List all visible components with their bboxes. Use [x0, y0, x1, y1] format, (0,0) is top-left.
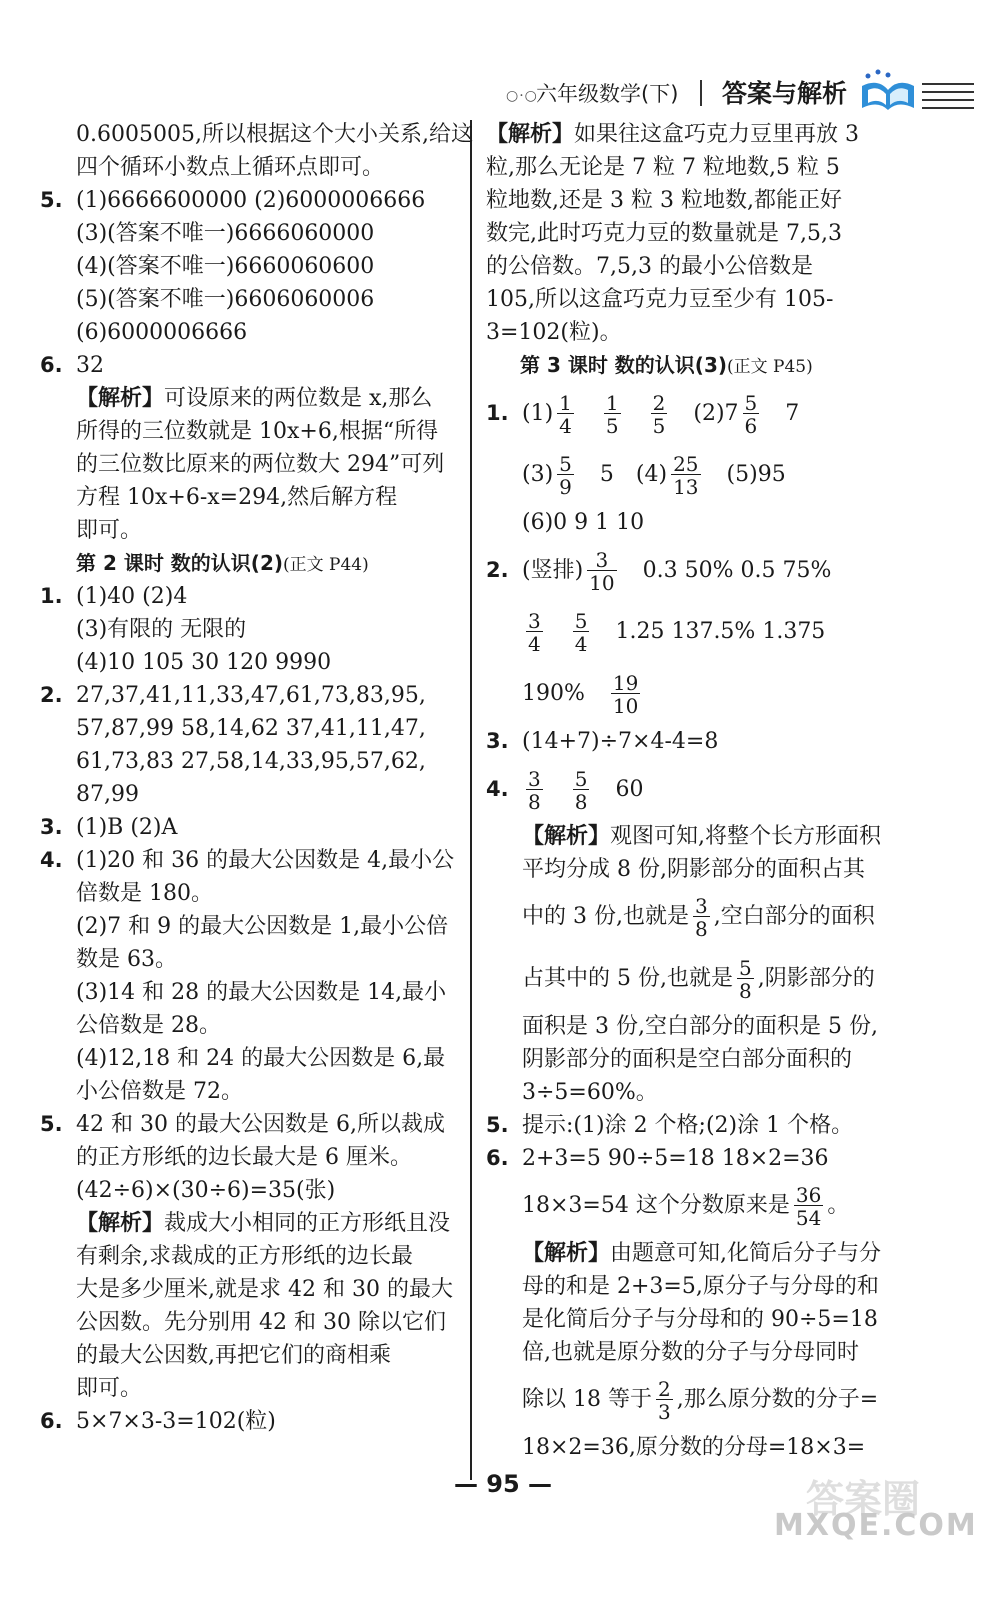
analysis-line: 【解析】观图可知,将整个长方形面积 — [522, 824, 882, 849]
page-header — [0, 0, 1006, 120]
header-grade: 六年级数学(下) — [536, 82, 679, 106]
answer-item: 6. 32 — [40, 353, 104, 378]
analysis-line: 倍,也就是原分数的分子与分母同时 — [522, 1340, 859, 1365]
answer-item: 5. (1)6666600000 (2)6000006666 — [40, 188, 426, 213]
analysis-line: 【解析】可设原来的两位数是 x,那么 — [76, 386, 433, 411]
answer-3: 3. (14+7)÷7×4-4=8 — [486, 729, 719, 754]
text-line: 的三位数比原来的两位数大 294”可列 — [76, 452, 445, 477]
page-number: — 95 — — [453, 1470, 553, 1498]
analysis-line: 105,所以这盒巧克力豆至少有 105- — [486, 287, 834, 312]
text-line: (2)7 和 9 的最大公因数是 1,最小公倍 — [76, 914, 449, 939]
text-line: 大是多少厘米,就是求 42 和 30 的最大 — [76, 1277, 453, 1302]
text-line: 公倍数是 28。 — [76, 1013, 221, 1038]
text-line: (4)(答案不唯一)6660060600 — [76, 254, 375, 279]
analysis-line: 的公倍数。7,5,3 的最小公倍数是 — [486, 254, 813, 279]
text-line: (3)14 和 28 的最大公因数是 14,最小 — [76, 980, 447, 1005]
answer-5: 5. 提示:(1)涂 2 个格;(2)涂 1 个格。 — [486, 1113, 854, 1138]
answer-1: 1. (1) $\frac{1}{4}$ $\frac{1}{5}$ $\frac{2}{5}$ (2)7 $\frac{5}{6}$ 7 — [486, 390, 800, 438]
watermark-url: MXQE.COM — [774, 1508, 978, 1543]
answer-item: 5. 42 和 30 的最大公因数是 6,所以裁成 — [40, 1112, 445, 1137]
right-column — [486, 118, 886, 1464]
text-line: (42÷6)×(30÷6)=35(张) — [76, 1178, 336, 1203]
text-line: (6)6000006666 — [76, 320, 248, 345]
text-line: 倍数是 180。 — [76, 881, 213, 906]
watermark-logo: 答案圈 — [806, 1477, 921, 1521]
text-line: (4)12,18 和 24 的最大公因数是 6,最 — [76, 1046, 446, 1071]
analysis-line: 18×2=36,原分数的分母=18×3= — [522, 1435, 866, 1460]
column-divider — [470, 120, 472, 1480]
fraction: $\frac{3}{8}$ — [528, 766, 541, 814]
answer-1-line: (3) $\frac{5}{9}$ 5 (4) $\frac{25}{13}$ (5)95 — [522, 451, 786, 499]
answer-1-line: (6)0 9 1 10 — [522, 510, 645, 535]
text-line: 小公倍数是 72。 — [76, 1079, 243, 1104]
fraction: $\frac{5}{6}$ — [744, 390, 758, 438]
analysis-line: 【解析】由题意可知,化简后分子与分 — [522, 1241, 882, 1266]
text-line: 即可。 — [76, 518, 143, 543]
text-line: 四个循环小数点上循环点即可。 — [76, 155, 385, 180]
fraction: $\frac{2}{5}$ — [652, 390, 666, 438]
analysis-line: 数完,此时巧克力豆的数量就是 7,5,3 — [486, 221, 842, 246]
text-line: 有剩余,求裁成的正方形纸的边长最 — [76, 1244, 413, 1269]
left-column — [40, 118, 473, 1438]
analysis-line: 除以 18 等于 $\frac{2}{3}$ ,那么原分数的分子= — [522, 1376, 879, 1424]
text-line: 57,87,99 58,14,62 37,41,11,47, — [76, 716, 426, 741]
analysis-line: 3÷5=60%。 — [522, 1080, 658, 1105]
fraction: $\frac{3}{4}$ — [528, 608, 541, 656]
answer-item: 4. (1)20 和 36 的最大公因数是 4,最小公 — [40, 848, 455, 873]
book-logo-icon — [858, 68, 976, 112]
analysis-line: 粒,那么无论是 7 粒 7 粒地数,5 粒 5 — [486, 155, 840, 180]
analysis-line: 【解析】裁成大小相同的正方形纸且没 — [76, 1211, 451, 1236]
analysis-line: 3=102(粒)。 — [486, 320, 622, 345]
answer-item: 3. (1)B (2)A — [40, 815, 178, 840]
answer-item: 2. 27,37,41,11,33,47,61,73,83,95, — [40, 683, 426, 708]
text-line: 公因数。先分别用 42 和 30 除以它们 — [76, 1310, 446, 1335]
analysis-line: 平均分成 8 份,阴影部分的面积占其 — [522, 857, 865, 882]
section-heading: 第 3 课时 数的认识(3)(正文 P45) — [520, 353, 813, 377]
fraction: $\frac{5}{4}$ — [574, 608, 588, 656]
analysis-line: 母的和是 2+3=5,原分子与分母的和 — [522, 1274, 879, 1299]
header-title: 答案与解析 — [722, 79, 848, 108]
answer-2: 2. (竖排) $\frac{3}{10}$ 0.3 50% 0.5 75% — [486, 547, 832, 595]
text-line: 即可。 — [76, 1376, 143, 1401]
fraction: $\frac{1}{4}$ — [559, 390, 572, 438]
section-heading: 第 2 课时 数的认识(2)(正文 P44) — [76, 551, 369, 575]
fraction: $\frac{25}{13}$ — [673, 451, 699, 499]
header-separator — [700, 80, 702, 106]
text-line: 的正方形纸的边长最大是 6 厘米。 — [76, 1145, 412, 1170]
text-line: 的最大公因数,再把它们的商相乘 — [76, 1343, 391, 1368]
text-line: 数是 63。 — [76, 947, 177, 972]
text-line: (3)有限的 无限的 — [76, 617, 247, 642]
analysis-line: 粒地数,还是 3 粒 3 粒地数,都能正好 — [486, 188, 842, 213]
text-line: 61,73,83 27,58,14,33,95,57,62, — [76, 749, 426, 774]
text-line: (5)(答案不唯一)6606060006 — [76, 287, 375, 312]
text-line: 0.6005005,所以根据这个大小关系,给这 — [76, 122, 473, 147]
header-dots: ○·○ — [506, 88, 538, 104]
fraction: $\frac{5}{8}$ — [574, 766, 588, 814]
answer-item: 6. 5×7×3-3=102(粒) — [40, 1409, 276, 1434]
answer-6: 6. 2+3=5 90÷5=18 18×2=36 — [486, 1146, 829, 1171]
fraction: $\frac{5}{9}$ — [559, 451, 572, 499]
fraction: $\frac{1}{5}$ — [605, 390, 619, 438]
answer-2-line: 190% $\frac{19}{10}$ — [522, 670, 639, 718]
fraction: $\frac{19}{10}$ — [612, 670, 639, 718]
text-line: 所得的三位数就是 10x+6,根据“所得 — [76, 419, 439, 444]
analysis-line: 面积是 3 份,空白部分的面积是 5 份, — [522, 1014, 878, 1039]
answer-4: 4. $\frac{3}{8}$ $\frac{5}{8}$ 60 — [486, 766, 644, 814]
text-line: (4)10 105 30 120 9990 — [76, 650, 332, 675]
analysis-line: 【解析】如果往这盒巧克力豆里再放 3 — [486, 122, 860, 147]
fraction: $\frac{3}{10}$ — [589, 547, 615, 595]
fraction: $\frac{5}{8}$ — [738, 955, 752, 1003]
analysis-line: 是化简后分子与分母和的 90÷5=18 — [522, 1307, 878, 1332]
analysis-line: 占其中的 5 份,也就是 $\frac{5}{8}$ ,阴影部分的 — [522, 955, 875, 1003]
answer-2-line: $\frac{3}{4}$ $\frac{5}{4}$ 1.25 137.5% 1.375 — [528, 608, 826, 656]
text-line: 87,99 — [76, 782, 139, 807]
answer-6-line: 18×3=54 这个分数原来是 $\frac{36}{54}$ 。 — [522, 1182, 850, 1230]
text-line: 方程 10x+6-x=294,然后解方程 — [76, 485, 398, 510]
fraction: $\frac{36}{54}$ — [795, 1182, 822, 1230]
fraction: $\frac{3}{8}$ — [694, 893, 708, 941]
analysis-line: 中的 3 份,也就是 $\frac{3}{8}$ ,空白部分的面积 — [522, 893, 875, 941]
answer-item: 1. (1)40 (2)4 — [40, 584, 188, 609]
analysis-line: 阴影部分的面积是空白部分面积的 — [522, 1047, 853, 1072]
fraction: $\frac{2}{3}$ — [657, 1376, 671, 1424]
text-line: (3)(答案不唯一)6666060000 — [76, 221, 375, 246]
